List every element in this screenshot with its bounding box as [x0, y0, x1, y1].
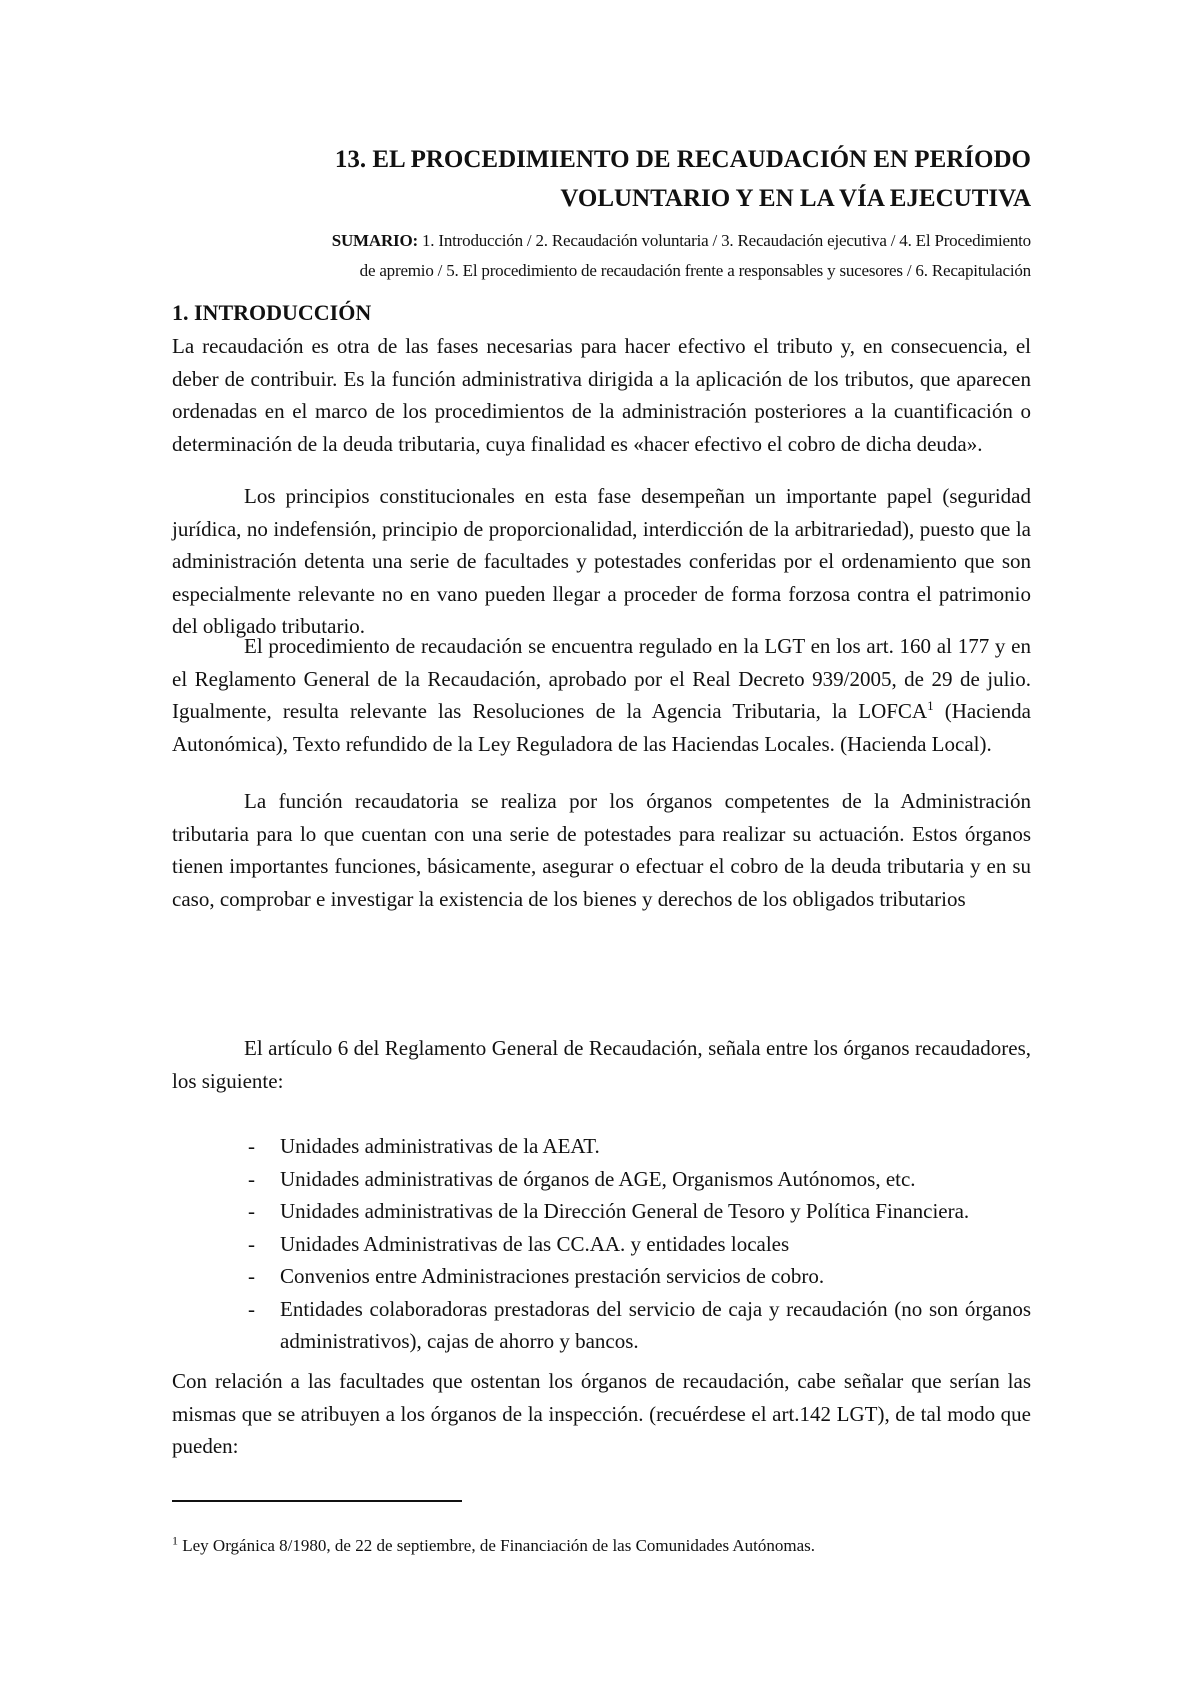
list-dash: - — [248, 1199, 255, 1223]
footnote-ref[interactable]: 1 — [927, 698, 934, 713]
footnote-text: Ley Orgánica 8/1980, de 22 de septiembre, de Financiación de las Comunidades Autónomas. — [178, 1536, 816, 1555]
list-item-text: Unidades Administrativas de las CC.AA. y entidades locales — [280, 1231, 790, 1256]
summary — [172, 226, 1031, 286]
paragraph-2: Los principios constitucionales en esta fase desempeñan un importante papel (seguridad jurídica, no indefensión, principio de proporcionalidad, interdicción de la arbitrariedad), puesto que la administración detenta una serie de facultades y potestades conferidas por el ordenamiento que son especialmente relevante no en vano pueden llegar a proceder de forma forzosa contra el patrimonio del obligado tributario. — [172, 484, 1031, 638]
summary-line-2: de apremio / 5. El procedimiento de recaudación frente a responsables y sucesores / 6. Recapitulación — [359, 261, 1031, 280]
paragraph-3-text-b: (Hacienda Autonómica), Texto refundido de la Ley Reguladora de las Haciendas Locales. (Hacienda Local). — [172, 699, 1031, 756]
list-dash: - — [248, 1166, 255, 1191]
list-dash: - — [248, 1264, 255, 1288]
summary-text-1: 1. Introducción / 2. Recaudación voluntaria / 3. Recaudación ejecutiva / 4. El Procedimiento — [417, 231, 1031, 250]
footnote — [172, 1534, 815, 1558]
title-line-2: VOLUNTARIO Y EN LA VÍA EJECUTIVA — [560, 185, 1031, 212]
paragraph-5: El artículo 6 del Reglamento General de Recaudación, señala entre los órganos recaudadores, los siguiente: — [172, 1036, 1031, 1093]
list-dash: - — [248, 1296, 255, 1321]
list-item — [172, 1228, 1031, 1261]
footnote-divider — [172, 1500, 462, 1502]
list-dash: - — [248, 1231, 255, 1256]
list-item-text: Unidades administrativas de órganos de AGE, Organismos Autónomos, etc. — [280, 1166, 916, 1191]
list-item — [172, 1130, 1031, 1163]
paragraph-1: La recaudación es otra de las fases necesarias para hacer efectivo el tributo y, en consecuencia, el deber de contribuir. Es la función administrativa dirigida a la aplicación de los tributos, que aparecen ordenadas en el marco de los procedimientos de la administración posteriores a la cuantificación o determinación de la deuda tributaria, cuya finalidad es «hacer efectivo el cobro de dicha deuda». — [172, 334, 1031, 456]
list-dash: - — [248, 1134, 255, 1158]
paragraph-4: La función recaudatoria se realiza por los órganos competentes de la Administración tributaria para lo que cuentan con una serie de potestades para realizar su actuación. Estos órganos tienen importantes funciones, básicamente, asegurar o efectuar el cobro de la deuda tributaria y en su caso, comprobar e investigar la existencia de los bienes y derechos de los obligados tributarios — [172, 789, 1031, 911]
list-item — [172, 1163, 1031, 1196]
paragraph-3 — [172, 630, 1031, 760]
paragraph-3-text-a: El procedimiento de recaudación se encuentra regulado en la LGT en los art. 160 al 177 y en el Reglamento General de la Recaudación, aprobado por el Real Decreto 939/2005, de 29 de julio. Igualmente, resulta relevante las Resoluciones de la Agencia Tributaria, la LOFCA — [172, 634, 1031, 723]
summary-label: SUMARIO: — [331, 231, 418, 250]
organs-list — [172, 1130, 1031, 1358]
title-line-1: 13. EL PROCEDIMIENTO DE RECAUDACIÓN EN PERÍODO — [334, 146, 1031, 173]
list-item-text: Unidades administrativas de la AEAT. — [280, 1134, 600, 1158]
list-item-text: Unidades administrativas de la Dirección General de Tesoro y Política Financiera. — [280, 1199, 970, 1223]
footnote-number: 1 — [172, 1533, 178, 1548]
list-item — [172, 1195, 1031, 1228]
list-item — [172, 1293, 1031, 1358]
list-item-text: Entidades colaboradoras prestadoras del servicio de caja y recaudación (no son órganos administrativos), cajas de ahorro y bancos. — [280, 1296, 1031, 1353]
paragraph-6: Con relación a las facultades que ostentan los órganos de recaudación, cabe señalar que serían las mismas que se atribuyen a los órganos de la inspección. (recuérdese el art.142 LGT), de tal modo que pueden: — [172, 1369, 1031, 1458]
section-heading: 1. INTRODUCCIÓN — [172, 300, 372, 325]
summary-line-1 — [172, 226, 1031, 256]
list-item — [172, 1260, 1031, 1293]
page-title — [172, 140, 1031, 218]
list-item-text: Convenios entre Administraciones prestación servicios de cobro. — [280, 1264, 825, 1288]
